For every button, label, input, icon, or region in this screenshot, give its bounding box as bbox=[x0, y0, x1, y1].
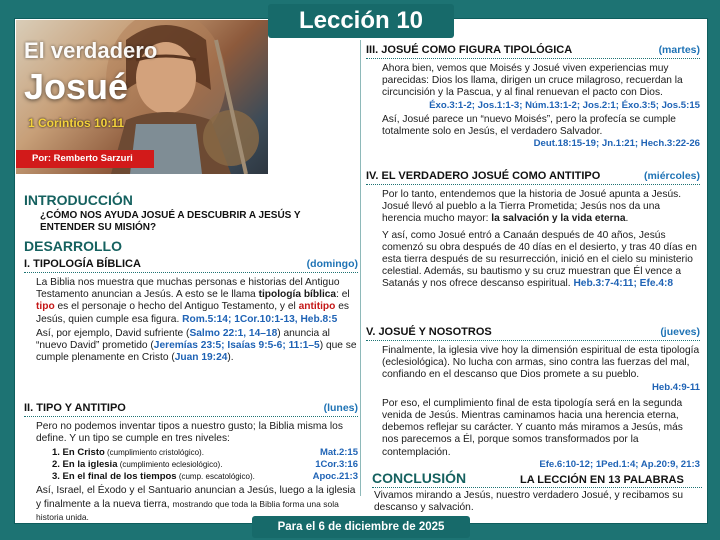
section-2-paragraph-1: Pero no podemos inventar tipos a nuestro gusto; la Biblia misma los define. Y un tipo se cumple en tres niveles: bbox=[36, 421, 343, 445]
section-4 bbox=[366, 170, 700, 291]
section-1-paragraph-2: Así, por ejemplo, David sufriente (Salmo 22:1, 14–18) anuncia al “nuevo David” prometido (Jeremías 23:5; Isaías 9:5-6; 11:1–5) que se cumple plenamente en Cristo (Juan 19:24). bbox=[36, 327, 357, 364]
section-5-title: V. JOSUÉ Y NOSOTROS bbox=[366, 326, 492, 338]
section-5-references-2: Efe.6:10-12; 1Ped.1:4; Ap.20:9, 21:3 bbox=[539, 458, 700, 470]
conclusion-text: Vivamos mirando a Jesús, nuestro verdadero Josué, y recibamos su descanso y salvación. bbox=[374, 490, 683, 514]
thirteen-words-tag: LA LECCIÓN EN 13 PALABRAS bbox=[520, 474, 684, 486]
section-3-references-2: Deut.18:15-19; Jn.1:21; Hech.3:22-26 bbox=[533, 138, 700, 150]
section-3-title: III. JOSUÉ COMO FIGURA TIPOLÓGICA bbox=[366, 44, 573, 56]
intro-question: ¿CÓMO NOS AYUDA JOSUÉ A DESCUBRIR A JESÚS Y ENTENDER SU MISIÓN? bbox=[40, 210, 301, 233]
section-5 bbox=[366, 326, 700, 471]
list-item: 3. En el final de los tiempos (cump. escatológico). Apoc.21:3 bbox=[52, 471, 358, 483]
footer-date: Para el 6 de diciembre de 2025 bbox=[252, 516, 470, 538]
section-4-paragraph-2: Y así, como Josué entró a Canaán después de 40 años, Jesús comenzó su obra después de 40 días en el desierto, y tras 40 días en esta tierra después de su resurrección, inició en el cielo su ministerio celestial. Además, su bautismo y su cruz muestran que Él vence a Satanás y nos ofrece descanso espiritual. Heb.3:7-4:11; Efe.4:8 bbox=[382, 229, 697, 290]
list-item: 2. En la iglesia (cumplimiento eclesiológico). 1Cor.3:16 bbox=[52, 459, 358, 471]
section-2-title: II. TIPO Y ANTITIPO bbox=[24, 402, 126, 414]
section-1-paragraph-1: La Biblia nos muestra que muchas personas e historias del Antiguo Testamento anuncian a Jesús. A esto se le llama tipología bíblica: el tipo es el personaje o hecho del Antiguo Testamento, y el antitipo es Jesús, quien cumple esa figura. Rom.5:14; 1Cor.10:1-13, Heb.8:5 bbox=[36, 277, 350, 325]
section-2 bbox=[24, 402, 358, 524]
section-4-title: IV. EL VERDADERO JOSUÉ COMO ANTITIPO bbox=[366, 170, 601, 182]
hero-title-line2: Josué bbox=[24, 66, 129, 107]
author-badge: Por: Remberto Sarzuri bbox=[16, 150, 154, 168]
section-3-paragraph-1: Ahora bien, vemos que Moisés y Josué viven experiencias muy parecidas: Dios los llama, dirigen un cruce milagroso, recuerdan la circuncisión y la Pascua, y al final renuevan el pacto con Dios. bbox=[382, 63, 683, 99]
section-1-day: (domingo) bbox=[306, 258, 358, 270]
hero-title-line1: El verdadero bbox=[24, 38, 158, 63]
section-5-paragraph-1: Finalmente, la iglesia vive hoy la dimensión espiritual de esta tipología (eclesiológica). No lucha con armas, sino contra las fuerzas del mal, confiando en el descanso que Dios promete a su pueblo. bbox=[382, 345, 700, 381]
section-3-paragraph-2: Así, Josué parece un “nuevo Moisés”, pero la profecía se cumple totalmente solo en Jesús, el verdadero Salvador. bbox=[382, 113, 676, 138]
intro-heading: INTRODUCCIÓN bbox=[24, 192, 133, 208]
hero-reference: 1 Corintios 10:11 bbox=[28, 116, 125, 130]
section-5-day: (jueves) bbox=[660, 326, 700, 338]
section-3-references-1: Éxo.3:1-2; Jos.1:1-3; Núm.13:1-2; Jos.2:1; Éxo.3:5; Jos.5:15 bbox=[429, 99, 700, 111]
development-heading: DESARROLLO bbox=[24, 238, 122, 254]
section-3 bbox=[366, 44, 700, 150]
section-5-paragraph-2: Por eso, el cumplimiento final de esta tipología será en la segunda venida de Jesús. Mientras caminamos hacia una herencia eterna, debemos reflejar su carácter. Y cuanto más miramos a Jesús, más nos parecemos a Él, porque somos transformados por la contemplación. bbox=[382, 397, 683, 458]
section-3-day: (martes) bbox=[658, 44, 700, 56]
list-item: 1. En Cristo (cumplimiento cristológico). Mat.2:15 bbox=[52, 447, 358, 459]
divider bbox=[24, 272, 358, 273]
section-2-paragraph-2: Así, Israel, el Éxodo y el Santuario anuncian a Jesús, luego a la iglesia y finalmente a la nueva tierra, mostrando que toda la Biblia forma una sola historia unida. bbox=[36, 485, 356, 522]
section-1 bbox=[24, 258, 358, 364]
fulfillment-list bbox=[24, 447, 358, 483]
divider bbox=[24, 416, 358, 417]
section-2-day: (lunes) bbox=[323, 402, 358, 414]
column-divider bbox=[360, 40, 361, 496]
section-4-paragraph-1: Por lo tanto, entendemos que la historia de Josué apunta a Jesús. Josué llevó al pueblo a la Tierra Prometida; Jesús nos da una herencia mucho mayor: la salvación y la vida eterna. bbox=[382, 189, 682, 225]
lesson-title: Lección 10 bbox=[268, 4, 454, 38]
conclusion-heading: CONCLUSIÓN bbox=[372, 470, 467, 486]
section-1-title: I. TIPOLOGÍA BÍBLICA bbox=[24, 258, 141, 270]
divider bbox=[372, 487, 702, 488]
divider bbox=[366, 58, 700, 59]
section-4-day: (miércoles) bbox=[643, 170, 700, 182]
section-5-reference-1: Heb.4:9-11 bbox=[652, 381, 700, 393]
divider bbox=[366, 340, 700, 341]
divider bbox=[366, 184, 700, 185]
